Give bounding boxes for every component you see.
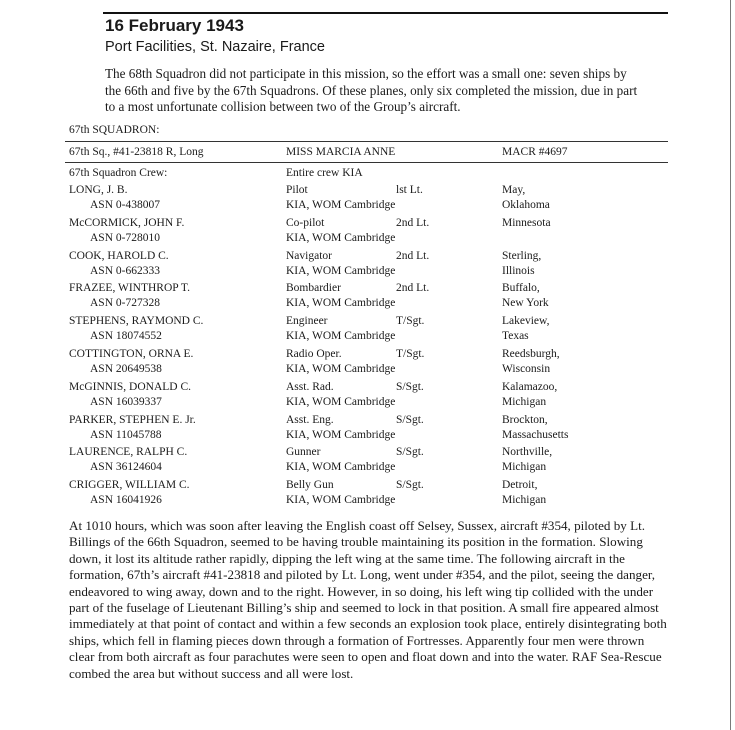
crew-name: COTTINGTON, ORNA E. bbox=[69, 348, 194, 360]
crew-status-line: KIA, WOM Cambridge bbox=[286, 428, 396, 441]
crew-position: Navigator bbox=[286, 249, 332, 262]
crew-asn: ASN 18074552 bbox=[90, 330, 162, 343]
crew-name: COOK, HAROLD C. bbox=[69, 249, 169, 262]
crew-position: Co-pilot bbox=[286, 216, 325, 229]
crew-home-state: Michigan bbox=[502, 395, 547, 408]
crew-status-line: KIA, WOM Cambridge bbox=[286, 199, 396, 211]
crew-rank: S/Sgt. bbox=[396, 413, 424, 426]
crew-name: LONG, J. B. bbox=[69, 184, 128, 196]
crew-status-line: KIA, WOM Cambridge bbox=[286, 264, 396, 277]
crew-hometown: Northville, bbox=[502, 446, 553, 459]
crew-asn: ASN 16039337 bbox=[90, 395, 162, 408]
crew-name: McGINNIS, DONALD C. bbox=[69, 380, 192, 393]
macr-number: MACR #4697 bbox=[502, 146, 568, 158]
crew-hometown: Sterling, bbox=[502, 249, 542, 262]
crew-asn: ASN 0-662333 bbox=[90, 264, 160, 277]
crew-asn: ASN 0-728010 bbox=[90, 231, 160, 244]
crew-status: Entire crew KIA bbox=[286, 167, 363, 179]
crew-position: Bombardier bbox=[286, 282, 341, 295]
crew-rank: 2nd Lt. bbox=[396, 282, 430, 295]
crew-name: PARKER, STEPHEN E. Jr. bbox=[69, 413, 196, 426]
crew-asn: ASN 36124604 bbox=[90, 461, 162, 474]
narrative-paragraph: At 1010 hours, which was soon after leaving the English coast off Selsey, Sussex, aircraft #354, piloted by Lt. Billings of the 66th Squadron, seemed to be having trouble maintaining its position in the formation. Slowing down, it lost its altitude rather rapidly, dipping the left wing at the same time. The following aircraft in the formation, 67th’s aircraft #41-23818 and piloted by Lt. Long, went under #354, and the pilot, seeing the danger, endeavored to wing away, down and to the right. However, in so doing, his left wing tip collided with the under part of the fuselage of Lieutenant Billing’s ship and seemed to lock in that position. A small fire appeared almost immediately at that point of contact and within a few seconds an explosion took place, entirely disintegrating both ships, which fell in flaming pieces down through a formation of Fortresses. Apparently four men were thrown clear from both aircraft as four parachutes were seen to open and float down and into the water. RAF Sea-Rescue combed the area but without success and all were lost. bbox=[69, 518, 667, 681]
crew-status-line: KIA, WOM Cambridge bbox=[286, 363, 396, 375]
crew-position: Asst. Rad. bbox=[286, 380, 334, 393]
crew-home-state: Michigan bbox=[502, 461, 547, 474]
crew-rank: T/Sgt. bbox=[396, 315, 425, 328]
crew-rank: S/Sgt. bbox=[396, 479, 424, 492]
crew-position: Pilot bbox=[286, 184, 308, 196]
crew-status-line: KIA, WOM Cambridge bbox=[286, 231, 396, 244]
table-rule-top bbox=[65, 141, 668, 142]
crew-hometown: Lakeview, bbox=[502, 315, 550, 328]
crew-rank: 2nd Lt. bbox=[396, 216, 430, 229]
crew-hometown: Reedsburgh, bbox=[502, 348, 560, 360]
crew-status-line: KIA, WOM Cambridge bbox=[286, 461, 396, 474]
crew-name: LAURENCE, RALPH C. bbox=[69, 446, 188, 459]
crew-rank: T/Sgt. bbox=[396, 348, 425, 360]
crew-asn: ASN 16041926 bbox=[90, 494, 162, 507]
intro-paragraph: The 68th Squadron did not participate in this mission, so the effort was a small one: seven ships by the 66th and five by the 67th Squadrons. Of these planes, only six completed the mission, due in part to a most unfortunate collision between two of the Group’s aircraft. bbox=[105, 66, 638, 114]
crew-name: CRIGGER, WILLIAM C. bbox=[69, 479, 190, 492]
squadron-heading: 67th SQUADRON: bbox=[69, 124, 160, 136]
crew-home-state: Oklahoma bbox=[502, 199, 550, 211]
crew-asn: ASN 20649538 bbox=[90, 363, 162, 375]
aircraft-name: MISS MARCIA ANNE bbox=[286, 146, 396, 158]
crew-name: FRAZEE, WINTHROP T. bbox=[69, 282, 190, 295]
crew-status-line: KIA, WOM Cambridge bbox=[286, 395, 396, 408]
crew-hometown: Brockton, bbox=[502, 413, 548, 426]
crew-rank: S/Sgt. bbox=[396, 446, 424, 459]
mission-date: 16 February 1943 bbox=[105, 16, 244, 35]
crew-label: 67th Squadron Crew: bbox=[69, 167, 168, 179]
header-rule bbox=[103, 12, 668, 14]
crew-name: McCORMICK, JOHN F. bbox=[69, 216, 185, 229]
crew-hometown: May, bbox=[502, 184, 526, 196]
crew-status-line: KIA, WOM Cambridge bbox=[286, 330, 396, 343]
crew-hometown: Buffalo, bbox=[502, 282, 540, 295]
crew-rank: 2nd Lt. bbox=[396, 249, 430, 262]
crew-home-state: New York bbox=[502, 297, 549, 310]
crew-name: STEPHENS, RAYMOND C. bbox=[69, 315, 204, 328]
crew-hometown: Kalamazoo, bbox=[502, 380, 558, 393]
crew-home-state: Massachusetts bbox=[502, 428, 569, 441]
crew-position: Belly Gun bbox=[286, 479, 334, 492]
crew-hometown: Minnesota bbox=[502, 216, 551, 229]
crew-asn: ASN 11045788 bbox=[90, 428, 162, 441]
crew-hometown: Detroit, bbox=[502, 479, 538, 492]
table-rule-bottom bbox=[65, 162, 668, 163]
crew-asn: ASN 0-727328 bbox=[90, 297, 160, 310]
crew-rank: S/Sgt. bbox=[396, 380, 424, 393]
crew-home-state: Wisconsin bbox=[502, 363, 551, 375]
crew-home-state: Texas bbox=[502, 330, 529, 343]
crew-home-state: Michigan bbox=[502, 494, 547, 507]
crew-home-state: Illinois bbox=[502, 264, 535, 277]
mission-target: Port Facilities, St. Nazaire, France bbox=[105, 39, 325, 55]
crew-position: Engineer bbox=[286, 315, 328, 328]
crew-rank: lst Lt. bbox=[396, 184, 423, 196]
crew-position: Radio Oper. bbox=[286, 348, 342, 360]
crew-asn: ASN 0-438007 bbox=[90, 199, 160, 211]
aircraft-id: 67th Sq., #41-23818 R, Long bbox=[69, 146, 204, 158]
page-edge-line bbox=[730, 0, 731, 730]
crew-status-line: KIA, WOM Cambridge bbox=[286, 297, 396, 310]
crew-position: Asst. Eng. bbox=[286, 413, 334, 426]
crew-status-line: KIA, WOM Cambridge bbox=[286, 494, 396, 507]
crew-position: Gunner bbox=[286, 446, 321, 459]
